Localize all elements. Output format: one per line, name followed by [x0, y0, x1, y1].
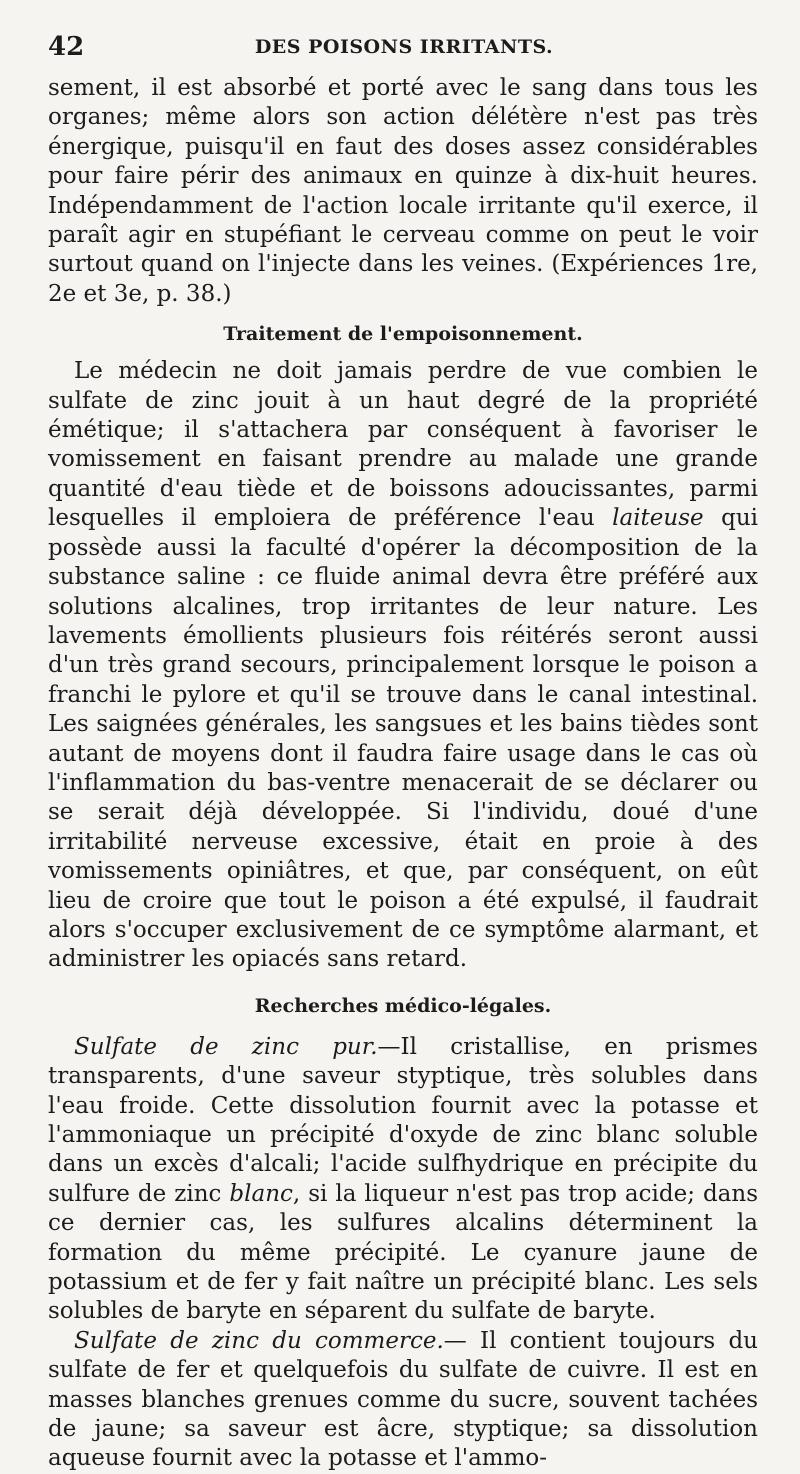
paragraph-text: — Il contient toujours du sulfate de fer et quelquefois du sulfate de cuivre. Il est en masses blanches grenues comme du sucre, souvent tachées de jaune; sa saveur est âcre, styptique; sa dissolution aqueuse fournit avec la potasse et l'ammo-	[48, 1327, 758, 1472]
section-heading-forensic: Recherches médico-légales.	[254, 994, 552, 1017]
paragraph-text: Le médecin ne doit jamais perdre de vue combien le sulfate de zinc jouit à un haut degré de la propriété émétique; il s'attachera par conséquent à favoriser le vomissement en faisant prendre au malade une grande quantité d'eau tiède et de boissons adoucissantes, parmi lesquelles il emploiera de préférence l'eau	[48, 358, 758, 532]
page-header	[48, 32, 760, 64]
italic-term: blanc	[229, 1180, 293, 1207]
section-heading-treatment: Traitement de l'empoisonnement.	[223, 323, 583, 346]
paragraph-pure-zinc-sulfate	[48, 1033, 758, 1327]
paragraph-lead-title: Sulfate de zinc du commerce.	[74, 1327, 444, 1354]
body-text	[48, 74, 758, 1474]
paragraph-treatment	[48, 357, 758, 975]
paragraph-lead-title: Sulfate de zinc pur.	[74, 1033, 378, 1060]
paragraph-text: —Il cristallise, en prismes transparents, d'une saveur styptique, très solubles dans l'eau froide. Cette dissolution fournit avec la potasse et l'ammoniaque un précipité d'oxyde de zinc blanc soluble dans un excès d'alcali; l'acide sulfhydrique en précipite du sulfure de zinc	[48, 1033, 758, 1207]
paragraph-commercial-zinc-sulfate	[48, 1327, 758, 1474]
italic-term: laiteuse	[612, 505, 704, 532]
paragraph-absorption: sement, il est absorbé et porté avec le sang dans tous les organes; même alors son action délétère n'est pas très énergique, puisqu'il en faut des doses assez considérables pour faire périr des animaux en quinze à dix-huit heures. Indépendamment de l'action locale irritante qu'il exerce, il paraît agir en stupéfiant le cerveau comme on peut le voir surtout quand on l'injecte dans les veines. (Expériences 1re, 2e et 3e, p. 38.)	[48, 75, 758, 307]
running-title: DES POISONS IRRITANTS.	[254, 36, 554, 58]
paragraph-text: qui possède aussi la faculté d'opérer la décomposition de la substance saline : ce fluide animal devra être préféré aux solutions alcalines, trop irritantes de leur nature. Les lavements émollients plusieurs fois réitérés seront aussi d'un très grand secours, principalement lorsque le poison a franchi le pylore et qu'il se trouve dans le canal intestinal. Les saignées générales, les sangsues et les bains tièdes sont autant de moyens dont il faudra faire usage dans le cas où l'inflammation du bas-ventre menacerait de se déclarer ou se serait déjà développée. Si l'individu, doué d'une irritabilité nerveuse excessive, était en proie à des vomissements opiniâtres, et que, par conséquent, on eût lieu de croire que tout le poison a été expulsé, il faudrait alors s'occuper exclusivement de ce symptôme alarmant, et administrer les opiacés sans retard.	[48, 505, 759, 973]
page-number: 42	[48, 32, 85, 62]
paragraph-text: , si la liqueur n'est pas trop acide; dans ce dernier cas, les sulfures alcalins déterminent la formation du même précipité. Le cyanure jaune de potassium et de fer y fait naître un précipité blanc. Les sels solubles de baryte en séparent du sulfate de baryte.	[48, 1180, 759, 1325]
